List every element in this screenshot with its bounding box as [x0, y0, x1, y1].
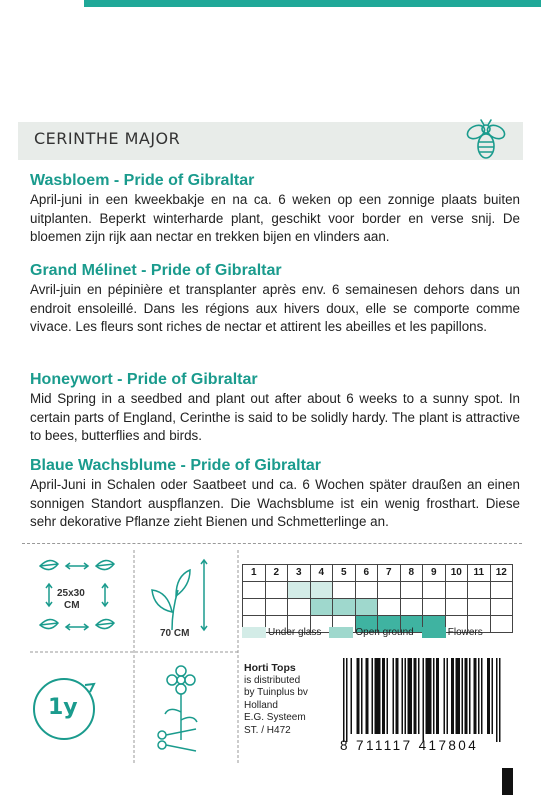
calendar-cell-open-ground: [310, 599, 333, 616]
calendar-cell-open-ground: [445, 599, 468, 616]
section-title: Grand Mélinet - Pride of Gibraltar: [30, 262, 282, 279]
barcode-bar: [492, 658, 494, 734]
barcode-bar: [444, 658, 446, 734]
lifecycle-label: 1y: [48, 695, 78, 720]
barcode-bar: [456, 658, 461, 734]
calendar-cell-open-ground: [355, 599, 378, 616]
barcode-bar: [423, 658, 425, 742]
section-title: Blaue Wachsblume - Pride of Gibraltar: [30, 457, 322, 474]
barcode-bar: [393, 658, 395, 734]
legend-open-ground: [329, 627, 413, 638]
barcode-bar: [462, 658, 464, 734]
section-text: Mid Spring in a seedbed and plant out after about 6 weeks to a sunny spot. In certain parts of England, Cerinthe is said to be solidly hardy. The plant is attractive to bees, butterflies and birds.: [30, 391, 520, 444]
month-header: 1: [243, 565, 266, 582]
barcode-bar: [433, 658, 435, 734]
section-text: April-Juni in Schalen oder Saatbeet und ca. 6 Wochen später draußen an einen sonnigen Standort auspflanzen. Die Wachsblume ist ein wenig frosthart. Diese sehr dekorative Pflanze zieht Bienen und Schmetterlinge an.: [30, 477, 520, 530]
barcode-bar: [469, 658, 471, 734]
section-title: Wasbloem - Pride of Gibraltar: [30, 172, 255, 189]
bottom-mark: [502, 768, 513, 795]
calendar-legend: [242, 627, 487, 638]
calendar-cell-open-ground: [423, 599, 446, 616]
sowing-calendar: [242, 564, 513, 633]
spacing-value: 25x30: [57, 588, 85, 599]
month-header: 4: [310, 565, 333, 582]
legend-flowers: [422, 627, 483, 638]
calendar-grid: [242, 564, 513, 633]
barcode-bar: [387, 658, 389, 734]
barcode-bar: [418, 658, 420, 734]
barcode-bar: [447, 658, 449, 734]
barcode-bar: [405, 658, 407, 734]
month-header: 6: [355, 565, 378, 582]
month-header: 12: [490, 565, 513, 582]
brand-name: Horti Tops: [244, 662, 296, 674]
calendar-cell-under-glass: [468, 582, 491, 599]
barcode-bar: [372, 658, 374, 734]
height-value: 70 CM: [160, 628, 190, 639]
barcode-bar: [496, 658, 498, 742]
distributor-line: by Tuinplus bv: [244, 687, 308, 698]
calendar-cell-under-glass: [445, 582, 468, 599]
section-title: Honeywort - Pride of Gibraltar: [30, 371, 258, 388]
month-header: 5: [333, 565, 356, 582]
section-text: Avril-juin en pépinière et transplanter après env. 6 semainesen dehors dans un endroit ensoleillé. Dans les régions aux hivers doux, elle se comporte comme vivace. Les fleurs sont riches de nectar et attirent les abeilles et les papillons.: [30, 282, 520, 335]
spacing-unit: CM: [64, 600, 80, 611]
barcode-bar: [366, 658, 369, 734]
calendar-cell-open-ground: [378, 599, 401, 616]
barcode-bar: [346, 658, 348, 742]
barcode-bar: [465, 658, 468, 734]
month-header: 11: [468, 565, 491, 582]
distributor-info: [244, 662, 308, 737]
month-header: 3: [288, 565, 311, 582]
month-header: 8: [400, 565, 423, 582]
barcode-bar: [478, 658, 480, 734]
calendar-cell-under-glass: [310, 582, 333, 599]
barcode-bar: [343, 658, 345, 742]
month-header: 10: [445, 565, 468, 582]
legend-under-glass: [242, 627, 321, 638]
calendar-cell-open-ground: [400, 599, 423, 616]
barcode-bar: [382, 658, 385, 734]
calendar-cell-under-glass: [423, 582, 446, 599]
month-header: 7: [378, 565, 401, 582]
species-name: CERINTHE MAJOR: [34, 129, 181, 148]
calendar-cell-under-glass: [243, 582, 266, 599]
distributor-line: Holland: [244, 699, 278, 711]
legend-label: Under glass: [268, 627, 322, 639]
calendar-cell-open-ground: [490, 599, 513, 616]
barcode-bar: [408, 658, 413, 734]
barcode-bar: [396, 658, 399, 734]
calendar-cell-under-glass: [288, 582, 311, 599]
legend-label: Flowers: [447, 627, 483, 639]
calendar-cell-open-ground: [468, 599, 491, 616]
distributor-line: E.G. Systeem: [244, 712, 306, 723]
barcode-bar: [451, 658, 454, 734]
barcode-bar: [361, 658, 363, 734]
month-header: 2: [265, 565, 288, 582]
distributor-line: is distributed: [244, 674, 301, 686]
barcode-bar: [375, 658, 381, 734]
legend-label: Open ground: [355, 627, 414, 639]
cut-flower-icon: [158, 666, 197, 751]
barcode-bar: [487, 658, 490, 734]
calendar-cell-under-glass: [490, 582, 513, 599]
calendar-cell-under-glass: [378, 582, 401, 599]
calendar-cell-flowers: [490, 616, 513, 633]
barcode-bar: [481, 658, 483, 734]
calendar-cell-open-ground: [333, 599, 356, 616]
calendar-cell-under-glass: [333, 582, 356, 599]
calendar-cell-under-glass: [355, 582, 378, 599]
barcode-bar: [474, 658, 477, 734]
month-header: 9: [423, 565, 446, 582]
barcode-number: 8 711117 417804: [340, 738, 479, 753]
calendar-cell-under-glass: [400, 582, 423, 599]
distributor-line: ST. / H472: [244, 724, 291, 736]
calendar-cell-open-ground: [288, 599, 311, 616]
plant-height-icon: [152, 560, 207, 630]
section-text: April-juni in een kweekbakje en na ca. 6 weken op een zonnige plaats buiten uitplanten. Beperkt winterharde plant, geschikt voor border en verse snij. De bloemen zijn rijk aan nectar en trekken bijen en vlinders aan.: [30, 192, 520, 245]
calendar-cell-under-glass: [265, 582, 288, 599]
barcode-bar: [357, 658, 360, 734]
barcode-bar: [499, 658, 501, 742]
barcode-bar: [351, 658, 353, 734]
calendar-cell-open-ground: [265, 599, 288, 616]
barcode-bar: [426, 658, 432, 734]
barcode-bar: [414, 658, 417, 734]
barcode-bar: [402, 658, 404, 734]
calendar-cell-open-ground: [243, 599, 266, 616]
barcode-bar: [436, 658, 439, 734]
